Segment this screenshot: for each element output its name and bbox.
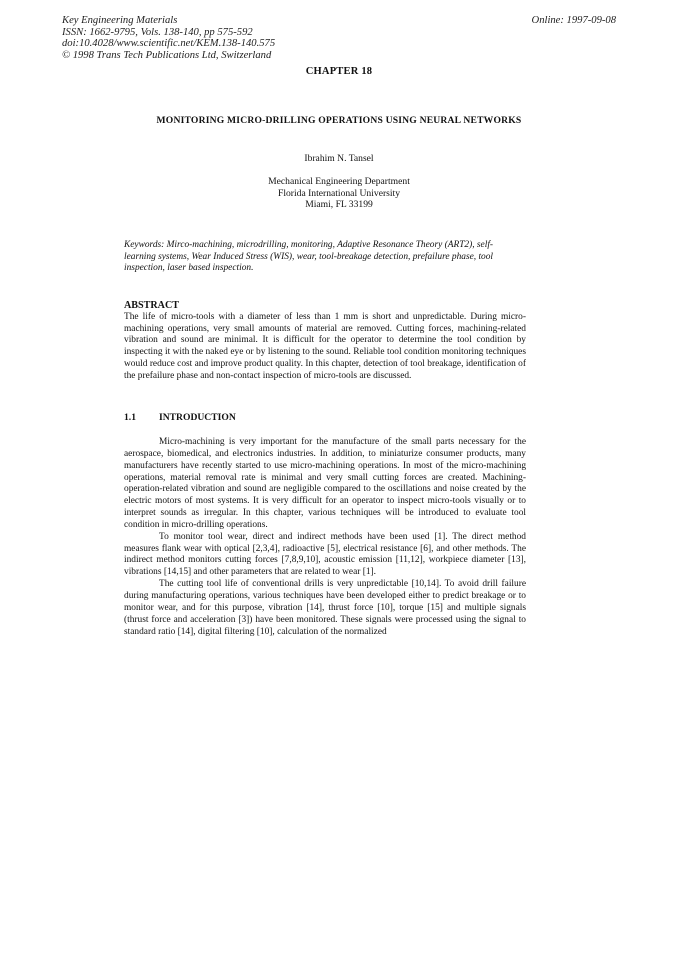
abstract-heading: ABSTRACT [124, 300, 179, 311]
affiliation-city: Miami, FL 33199 [305, 199, 373, 210]
author-name: Ibrahim N. Tansel [304, 153, 374, 164]
section-title: INTRODUCTION [159, 412, 236, 423]
journal-name: Key Engineering Materials [62, 15, 178, 26]
copyright-line: © 1998 Trans Tech Publications Ltd, Switzerland [62, 49, 272, 61]
chapter-heading: CHAPTER 18 [305, 66, 373, 77]
paper-title: MONITORING MICRO-DRILLING OPERATIONS USING NEURAL NETWORKS [156, 115, 522, 126]
body-paragraph: The cutting tool life of conventional drills is very unpredictable [10,14]. To avoid drill failure during manufacturing operations, various techniques have been developed either to predict breakage or to monitor wear, and for this purpose, vibration [14], thrust force [10], torque [15] and multiple signals (thrust force and acceleration [3]) have been monitored. These signals were processed using the signal to standard ratio [14], digital filtering [10], calculation of the normalized [124, 579, 526, 637]
body-paragraph: To monitor tool wear, direct and indirect methods have been used [1]. The direct method measures flank wear with optical [2,3,4], radioactive [5], electrical resistance [6], and other methods. The indirect method monitors cutting forces [7,8,9,10], acoustic emission [11,12], workpiece diameter [13], vibrations [14,15] and other parameters that are related to wear [1]. [124, 531, 526, 578]
affiliation-university: Florida International University [277, 187, 401, 199]
online-date: Online: 1997-09-08 [531, 15, 616, 26]
section-number: 1.1 [124, 412, 136, 423]
issn-line: ISSN: 1662-9795, Vols. 138-140, pp 575-592 [62, 26, 253, 38]
section-heading [124, 412, 236, 423]
affiliation-department: Mechanical Engineering Department [268, 176, 410, 187]
abstract-text: The life of micro-tools with a diameter of less than 1 mm is short and unpredictable. During micro-machining operations, very small amounts of material are removed. Cutting forces, machining-related vibration and sound are minimal. It is difficult for the operator to determine the tool condition by inspecting it with the naked eye or by listening to the sound. Reliable tool condition monitoring techniques would reduce cost and improve product quality. In this chapter, detection of tool breakage, identification of the prefailure phase and non-contact inspection of micro-tools are discussed. [124, 312, 526, 381]
keywords: Keywords: Mirco-machining, microdrilling, monitoring, Adaptive Resonance Theory (ART2), self-learning systems, Wear Induced Stress (WIS), wear, tool-breakage detection, prefailure phase, tool inspection, laser based inspection. [124, 240, 494, 274]
publication-info [62, 15, 275, 61]
section-body [124, 437, 526, 638]
affiliation [0, 176, 678, 211]
doi-line: doi:10.4028/www.scientific.net/KEM.138-140.575 [62, 38, 276, 50]
body-paragraph: Micro-machining is very important for the manufacture of the small parts necessary for the aerospace, biomedical, and electronics industries. In addition, to miniaturize consumer products, many manufacturers have recently started to use micro-machining operations. In most of the micro-machining operations, material removal rate is minimal and very small cutting forces are created. Machining-operation-related vibration and sound are negligible compared to the oscillations and noise created by the electric motors of most systems. It is very difficult for an operator to inspect micro-tools visually or to interpret sounds as irregular. In this chapter, various techniques will be introduced to evaluate tool condition in micro-drilling operations. [124, 437, 526, 530]
